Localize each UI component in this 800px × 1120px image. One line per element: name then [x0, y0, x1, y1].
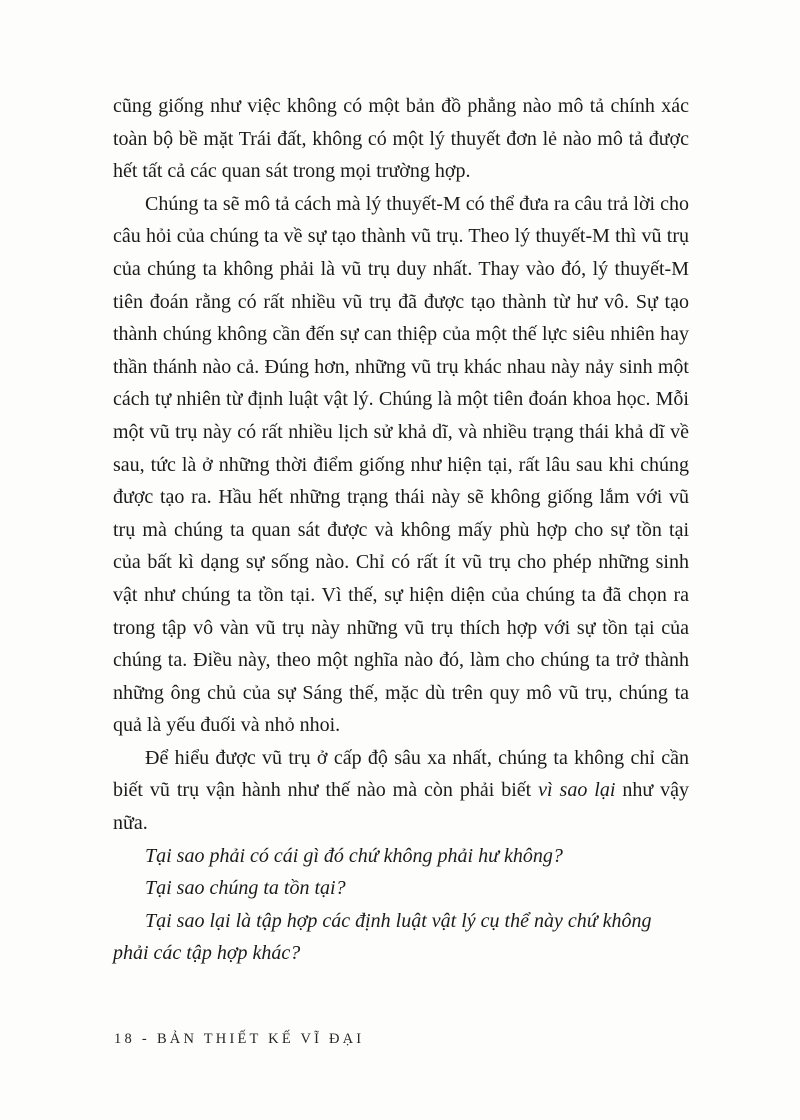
question-paragraph: Tại sao phải có cái gì đó chứ không phải hư không?	[145, 844, 563, 867]
question-paragraph: Tại sao lại là tập hợp các định luật vật lý cụ thể này chứ không phải các tập hợp khác?	[113, 909, 652, 965]
question-paragraph: Tại sao chúng ta tồn tại?	[145, 877, 346, 900]
paragraph: Chúng ta sẽ mô tả cách mà lý thuyết-M có thể đưa ra câu trả lời cho câu hỏi của chúng ta về sự tạo thành vũ trụ. Theo lý thuyết-M thì vũ trụ của chúng ta không phải là vũ trụ duy nhất. Thay vào đó, lý thuyết-M tiên đoán rằng có rất nhiều vũ trụ đã được tạo thành từ hư vô. Sự tạo thành chúng không cần đến sự can thiệp của một thế lực siêu nhiên hay thần thánh nào cả. Đúng hơn, những vũ trụ khác nhau này nảy sinh một cách tự nhiên từ định luật vật lý. Chúng là một tiên đoán khoa học. Mỗi một vũ trụ này có rất nhiều lịch sử khả dĩ, và nhiều trạng thái khả dĩ về sau, tức là ở những thời điểm giống như hiện tại, rất lâu sau khi chúng được tạo ra. Hầu hết những trạng thái này sẽ không giống lắm với vũ trụ mà chúng ta quan sát được và không mấy phù hợp cho sự tồn tại của bất kì dạng sự sống nào. Chỉ có rất ít vũ trụ cho phép những sinh vật như chúng ta tồn tại. Vì thế, sự hiện diện của chúng ta đã chọn ra trong tập vô vàn vũ trụ này những vũ trụ thích hợp với sự tồn tại của chúng ta. Điều này, theo một nghĩa nào đó, làm cho chúng ta trở thành những ông chủ của sự Sáng thế, mặc dù trên quy mô vũ trụ, chúng ta quả là yếu đuối và nhỏ nhoi.	[113, 192, 689, 737]
page-footer	[114, 1031, 364, 1048]
paragraph	[113, 742, 689, 840]
paragraph: cũng giống như việc không có một bản đồ phẳng nào mô tả chính xác toàn bộ bề mặt Trái đất, không có một lý thuyết đơn lẻ nào mô tả được hết tất cả các quan sát trong mọi trường hợp.	[113, 95, 689, 183]
page-number: 18	[114, 1031, 135, 1047]
text-segment: như vậy nữa.	[113, 779, 689, 835]
footer-separator: -	[141, 1031, 150, 1047]
text-segment: Để hiểu được vũ trụ ở cấp độ sâu xa nhất, chúng ta không chỉ cần biết vũ trụ vận hành như thế nào mà còn phải biết	[113, 746, 689, 802]
italic-phrase: vì sao lại	[538, 779, 616, 802]
text-block	[113, 90, 689, 970]
book-title: BẢN THIẾT KẾ VĨ ĐẠI	[156, 1031, 365, 1047]
